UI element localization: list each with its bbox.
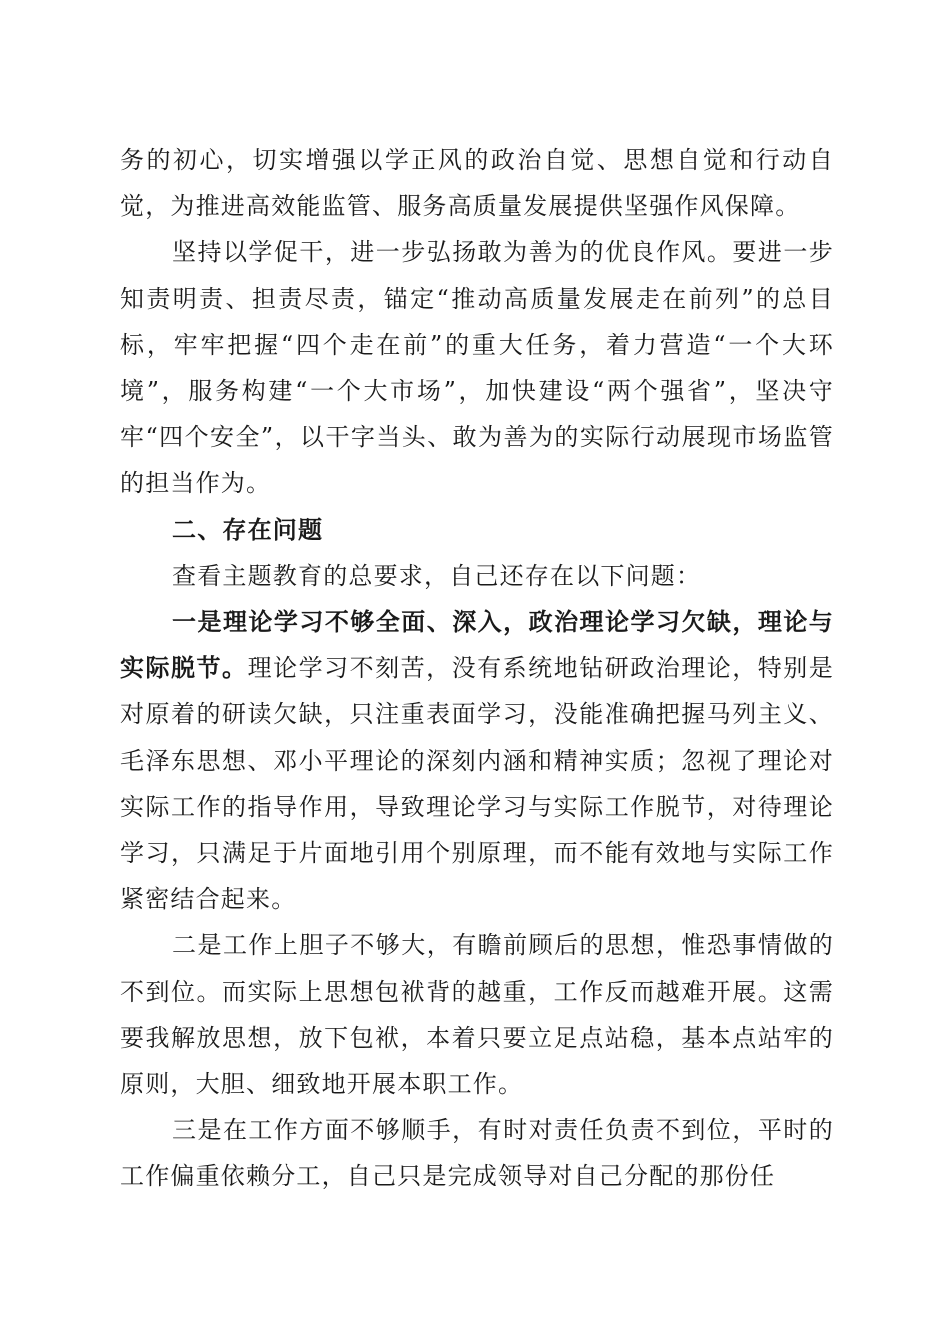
issue-lead-1: 一是理论学习不够全面、深入，政治理论学习欠缺，理论与实际脱节。 — [120, 608, 834, 683]
issue-paragraph-2 — [120, 922, 834, 1107]
document-body — [120, 137, 834, 1200]
section-heading: 二、存在问题 — [172, 515, 324, 544]
paragraph-learning-promotes-work: 坚持以学促干，进一步弘扬敢为善为的优良作风。要进一步知责明责、担责尽责，锚定“推动高质量发展走在前列”的总目标，牢牢把握“四个走在前”的重大任务，着力营造“一个大环境”，服务构建“一个大市场”，加快建设“两个强省”，坚决守牢“四个安全”，以干字当头、敢为善为的实际行动展现市场监管的担当作为。 — [120, 238, 834, 498]
issue-paragraph-1 — [120, 599, 834, 922]
paragraph-continued: 务的初心，切实增强以学正风的政治自觉、思想自觉和行动自觉，为推进高效能监管、服务高质量发展提供坚强作风保障。 — [120, 146, 834, 221]
issues-intro: 查看主题教育的总要求，自己还存在以下问题： — [172, 561, 702, 590]
issue-body-2: 而实际上思想包袱背的越重，工作反而越难开展。这需要我解放思想，放下包袱，本着只要立足点站稳，基本点站牢的原则，大胆、细致地开展本职工作。 — [120, 977, 834, 1099]
issue-body-1: 理论学习不刻苦，没有系统地钻研政治理论，特别是对原着的研读欠缺，只注重表面学习，没能准确把握马列主义、毛泽东思想、邓小平理论的深刻内涵和精神实质；忽视了理论对实际工作的指导作用，导致理论学习与实际工作脱节，对待理论学习，只满足于片面地引用个别原理，而不能有效地与实际工作紧密结合起来。 — [120, 654, 834, 914]
issue-lead-2: 二是工作上胆子不够大，有瞻前顾后的思想，惟恐事情做的不到位。 — [120, 931, 834, 1006]
issue-lead-3: 三是在工作方面不够顺手， — [172, 1116, 478, 1145]
issue-paragraph-3 — [120, 1107, 834, 1199]
issue-body-3: 有时对责任负责不到位，平时的工作偏重依赖分工，自己只是完成领导对自己分配的那份任 — [120, 1116, 834, 1191]
